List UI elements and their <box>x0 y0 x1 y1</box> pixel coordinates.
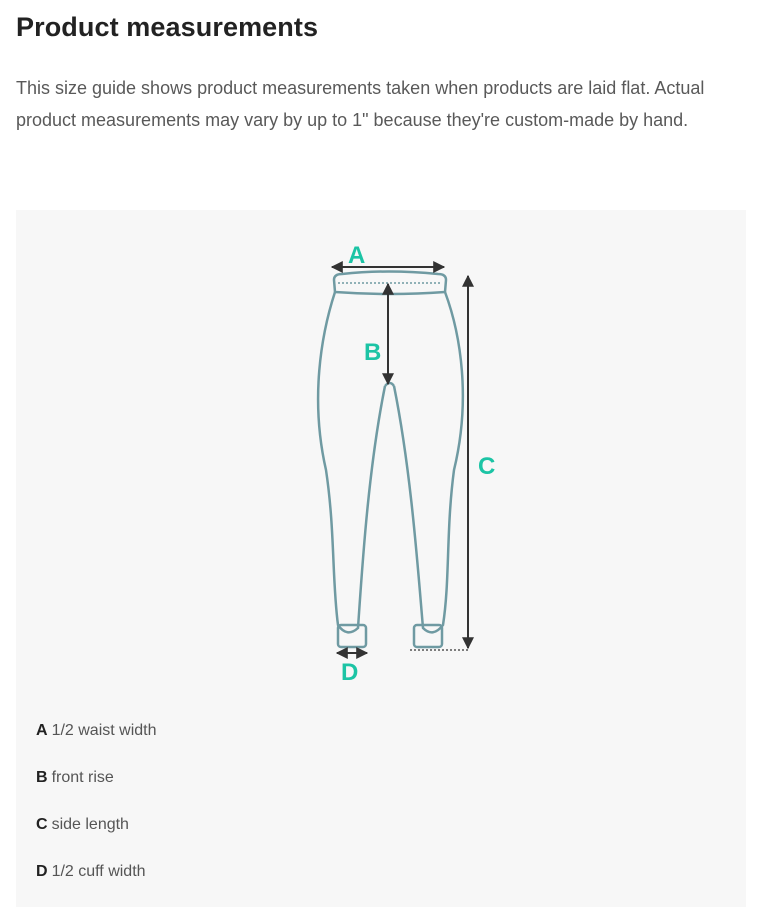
legend-item-d <box>36 863 157 910</box>
legend-letter: D <box>36 863 48 880</box>
right-cuff-outline <box>414 625 442 647</box>
legend-text: side length <box>51 816 129 833</box>
legend-letter: C <box>36 816 48 833</box>
size-guide-description: This size guide shows product measurements taken when products are laid flat. Actual product measurements may vary by up to 1" because they're custom-made by hand. <box>16 78 705 130</box>
legend-letter: A <box>36 722 48 739</box>
legend-item-a <box>36 722 157 769</box>
label-c: C <box>478 453 496 480</box>
legend-text: 1/2 cuff width <box>51 863 146 880</box>
label-b: B <box>364 339 382 366</box>
right-leg-outline <box>394 292 463 632</box>
measurement-legend <box>36 722 157 910</box>
legend-item-c <box>36 816 157 863</box>
crotch-outline <box>385 383 394 386</box>
pants-illustration <box>306 240 506 690</box>
legend-letter: B <box>36 769 48 786</box>
legend-item-b <box>36 769 157 816</box>
pants-diagram <box>306 240 506 690</box>
measurement-panel <box>16 210 746 907</box>
legend-text: 1/2 waist width <box>51 722 157 739</box>
legend-text: front rise <box>51 769 114 786</box>
label-d: D <box>341 659 359 686</box>
page-title: Product measurements <box>16 12 319 42</box>
label-a: A <box>348 242 366 269</box>
